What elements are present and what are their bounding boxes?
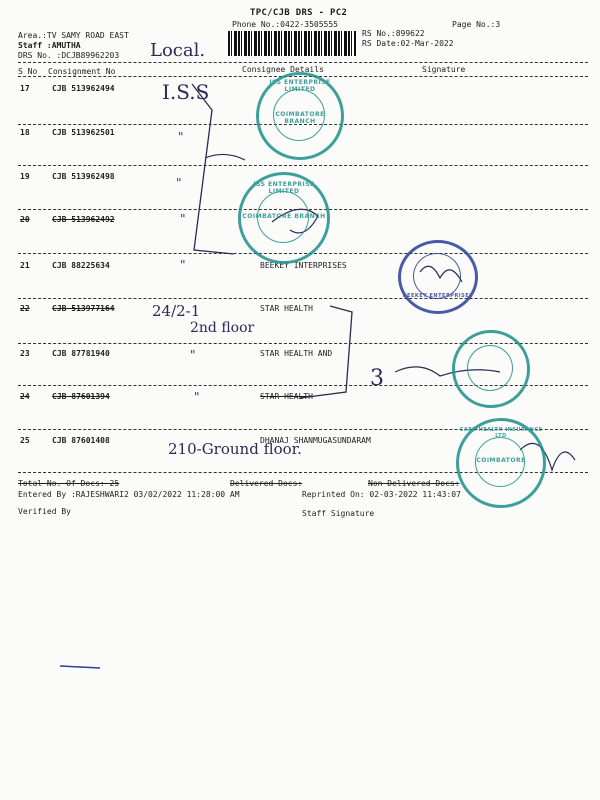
row-sno: 19 <box>20 172 30 181</box>
iss-stamp: ISS ENTERPRISE LIMITED COIMBATORE BRANCH <box>256 72 344 160</box>
handwritten-address-floor: 2nd floor <box>190 320 255 336</box>
handwritten-ditto: " <box>176 176 182 190</box>
row-consignment: CJB 87601394 <box>52 392 110 401</box>
staff-signature-label: Staff Signature <box>302 509 375 518</box>
beekey-stamp: BEEKEY ENTERPRISES <box>398 240 478 314</box>
row-sno: 18 <box>20 128 30 137</box>
row-consignee: STAR HEALTH AND <box>260 349 333 358</box>
row-consignment: CJB 88225634 <box>52 261 110 270</box>
pen-mark <box>60 666 100 668</box>
column-header-sno: S No <box>18 67 38 76</box>
handwritten-address-number: 24/2-1 <box>152 302 201 320</box>
phone-number: Phone No.:0422-3505555 <box>232 20 338 29</box>
total-docs: Total No. Of Docs: 25 <box>18 479 120 488</box>
row-sno: 23 <box>20 349 30 358</box>
tick-stroke <box>205 154 245 160</box>
column-header-consignment: Consignment No <box>48 67 116 76</box>
row-consignee: BEEKEY INTERPRISES <box>260 261 347 270</box>
row-sno: 17 <box>20 84 30 93</box>
bracket-stroke <box>192 84 234 254</box>
row-sno: 25 <box>20 436 30 445</box>
handwritten-iss: I.S.S <box>162 80 210 104</box>
non-delivered-docs: Non Delivered Docs: <box>368 479 460 488</box>
rs-number: RS No.:899622 <box>362 29 425 38</box>
handwritten-ditto: " <box>190 348 196 362</box>
reprinted-on: Reprinted On: 02-03-2022 11:43:07 <box>302 490 461 499</box>
row-consignee: DHANAJ SHANMUGASUNDARAM <box>260 436 371 445</box>
area-label: Area.:TV SAMY ROAD EAST <box>18 31 129 40</box>
care-stamp <box>452 330 530 408</box>
handwritten-ditto: " <box>194 390 200 404</box>
verified-by: Verified By <box>18 507 71 516</box>
row-consignment: CJB 513962492 <box>52 215 115 224</box>
row-consignment: CJB 87781940 <box>52 349 110 358</box>
row-sno: 22 <box>20 304 30 313</box>
column-header-consignee: Consignee Details <box>242 65 324 74</box>
column-header-signature: Signature <box>422 65 466 74</box>
handwritten-local: Local. <box>150 40 206 61</box>
staff-label: Staff :AMUTHA <box>18 41 81 50</box>
care-stamp: CARE HEALTH INSURANCE LTD COIMBATORE <box>456 418 546 508</box>
handwritten-ground-floor: 210-Ground floor. <box>168 440 302 458</box>
handwritten-ditto: " <box>180 258 186 272</box>
drs-number: DRS No. :DCJB89962203 <box>18 51 120 60</box>
row-consignment: CJB 87601408 <box>52 436 110 445</box>
row-sno: 21 <box>20 261 30 270</box>
handwritten-count: 3 <box>370 366 384 391</box>
page-number: Page No.:3 <box>452 20 501 29</box>
delivered-docs: Delivered Docs: <box>230 479 303 488</box>
row-consignment: CJB 513977164 <box>52 304 115 313</box>
bracket-stroke <box>300 306 352 398</box>
row-consignment: CJB 513962498 <box>52 172 115 181</box>
handwritten-ditto: " <box>178 130 184 144</box>
rs-date: RS Date:02-Mar-2022 <box>362 39 454 48</box>
row-consignment: CJB 513962501 <box>52 128 115 137</box>
entered-by: Entered By :RAJESHWARI2 03/02/2022 11:28:00 AM <box>18 490 240 499</box>
row-consignee: STAR HEALTH <box>260 392 313 401</box>
iss-stamp: ISS ENTERPRISE LIMITED COIMBATORE BRANCH <box>238 172 330 264</box>
row-sno: 24 <box>20 392 30 401</box>
handwritten-ditto: " <box>180 212 186 226</box>
row-consignment: CJB 513962494 <box>52 84 115 93</box>
row-sno: 20 <box>20 215 30 224</box>
document-title: TPC/CJB DRS - PC2 <box>250 8 348 18</box>
row-consignee: STAR HEALTH <box>260 304 313 313</box>
